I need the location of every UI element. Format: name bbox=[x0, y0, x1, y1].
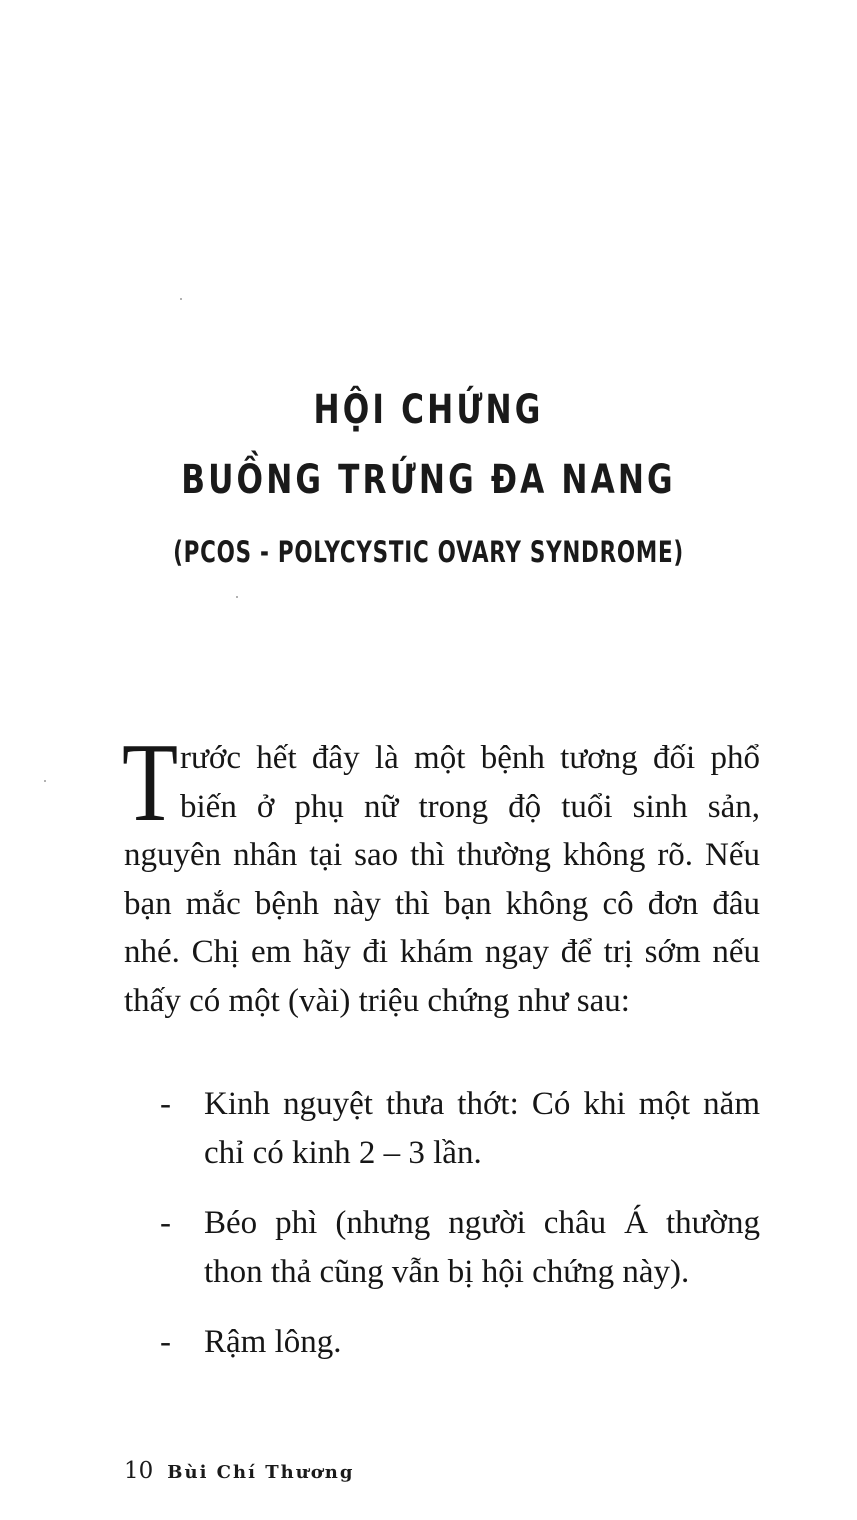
scan-speck bbox=[180, 298, 182, 300]
drop-cap: T bbox=[122, 721, 179, 845]
list-item-text: Kinh nguyệt thưa thớt: Có khi một năm chỉ có kinh 2 – 3 lần. bbox=[204, 1086, 760, 1171]
intro-paragraph bbox=[122, 721, 760, 1025]
bullet-dash: - bbox=[160, 1205, 171, 1241]
bullet-dash: - bbox=[160, 1324, 171, 1360]
intro-text: rước hết đây là một bệnh tương đối phổ biến ở phụ nữ trong độ tuổi sinh sản, nguyên nhân tại sao thì thường không rõ. Nếu bạn mắc bệnh này thì bạn không cô đơn đâu nhé. Chị em hãy đi khám ngay để trị sớm nếu thấy có một (vài) triệu chứng như sau: bbox=[124, 740, 760, 1019]
list-item bbox=[160, 1199, 760, 1296]
chapter-title-line-2: BUỒNG TRỨNG ĐA NANG bbox=[181, 457, 676, 503]
author-name: Bùi Chí Thương bbox=[167, 1462, 355, 1483]
scan-speck bbox=[236, 596, 238, 598]
page-footer bbox=[124, 1458, 354, 1484]
scan-speck bbox=[44, 780, 46, 782]
symptom-list bbox=[160, 1080, 760, 1389]
bullet-dash: - bbox=[160, 1086, 171, 1122]
page-number: 10 bbox=[124, 1458, 154, 1484]
list-item-text: Rậm lông. bbox=[204, 1324, 342, 1360]
chapter-subtitle: (PCOS - POLYCYSTIC OVARY SYNDROME) bbox=[173, 535, 684, 569]
list-item bbox=[160, 1318, 760, 1367]
chapter-title-line-1: HỘI CHỨNG bbox=[313, 387, 544, 433]
list-item bbox=[160, 1080, 760, 1177]
list-item-text: Béo phì (nhưng người châu Á thường thon thả cũng vẫn bị hội chứng này). bbox=[204, 1205, 760, 1290]
